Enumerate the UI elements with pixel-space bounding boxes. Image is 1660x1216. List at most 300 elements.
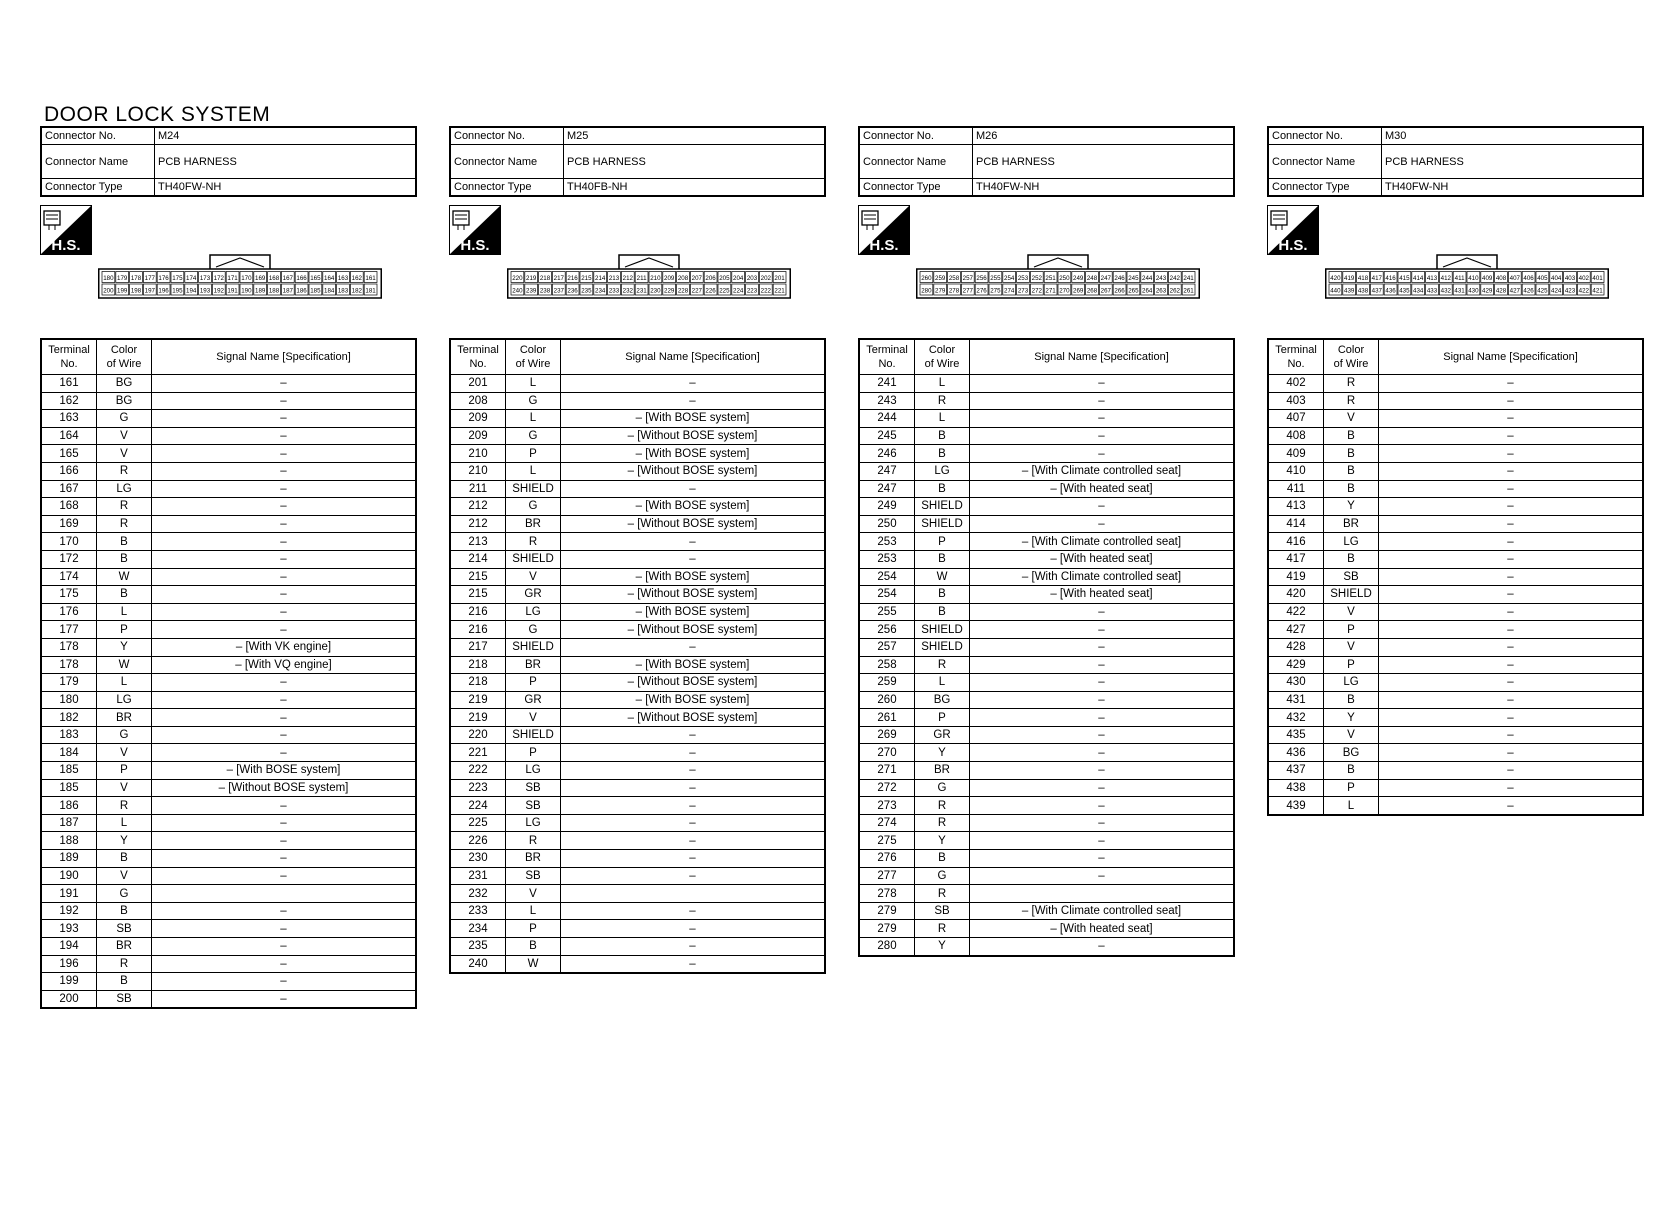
terminal-no: 208 xyxy=(450,392,506,410)
table-row xyxy=(450,462,825,480)
wire-color: R xyxy=(915,814,970,832)
wire-color: L xyxy=(97,674,152,692)
signal-name: – xyxy=(970,867,1235,885)
signal-name: – xyxy=(152,920,417,938)
terminal-no: 180 xyxy=(41,691,97,709)
table-row xyxy=(859,938,1234,956)
terminal-no: 257 xyxy=(859,638,915,656)
terminal-no: 186 xyxy=(41,797,97,815)
terminal-no: 230 xyxy=(450,850,506,868)
terminal-no: 177 xyxy=(41,621,97,639)
terminal-no: 187 xyxy=(41,814,97,832)
table-row xyxy=(450,656,825,674)
pin-number: 429 xyxy=(1482,287,1493,295)
table-row xyxy=(450,955,825,973)
signal-name: – xyxy=(152,691,417,709)
col-terminal-header: Terminal No. xyxy=(859,339,915,375)
wire-color: SB xyxy=(97,990,152,1008)
pin-number: 164 xyxy=(324,274,335,282)
terminal-no: 219 xyxy=(450,691,506,709)
wire-color: R xyxy=(1324,375,1379,393)
signal-name: – xyxy=(152,955,417,973)
signal-name: – xyxy=(152,674,417,692)
table-row xyxy=(450,797,825,815)
connector-type-value: TH40FB-NH xyxy=(564,179,826,197)
hs-label: H.S. xyxy=(460,237,490,254)
wire-color: R xyxy=(915,797,970,815)
pin-number: 433 xyxy=(1426,287,1438,295)
connector-name-value: PCB HARNESS xyxy=(564,145,826,179)
terminal-no: 225 xyxy=(450,814,506,832)
pin-number: 231 xyxy=(636,287,647,295)
terminal-no: 260 xyxy=(859,691,915,709)
signal-name: – [With BOSE system] xyxy=(561,656,826,674)
table-row xyxy=(41,744,416,762)
terminal-no: 279 xyxy=(859,902,915,920)
wire-color: P xyxy=(97,762,152,780)
table-row xyxy=(450,550,825,568)
pin-number: 185 xyxy=(310,287,321,295)
pin-number: 252 xyxy=(1031,274,1042,282)
wire-color: G xyxy=(506,392,561,410)
signal-name: – [Without BOSE system] xyxy=(152,779,417,797)
pin-number: 250 xyxy=(1059,274,1070,282)
wire-color: GR xyxy=(506,586,561,604)
table-row xyxy=(450,603,825,621)
connector-no-label: Connector No. xyxy=(1268,127,1382,145)
connector-name-value: PCB HARNESS xyxy=(1382,145,1644,179)
terminal-no: 435 xyxy=(1268,726,1324,744)
table-row xyxy=(41,938,416,956)
terminal-no: 194 xyxy=(41,938,97,956)
wire-color: GR xyxy=(915,726,970,744)
wire-color: SHIELD xyxy=(915,638,970,656)
wire-color: B xyxy=(97,850,152,868)
terminal-no: 437 xyxy=(1268,762,1324,780)
table-row xyxy=(859,797,1234,815)
signal-name: – xyxy=(561,902,826,920)
signal-name: – xyxy=(1379,726,1644,744)
pin-number: 276 xyxy=(976,287,987,295)
connector-no-label: Connector No. xyxy=(450,127,564,145)
terminal-no: 254 xyxy=(859,568,915,586)
signal-name: – xyxy=(970,445,1235,463)
connector-block-m25 xyxy=(449,126,826,340)
table-row xyxy=(859,709,1234,727)
table-row xyxy=(41,375,416,393)
pin-number: 225 xyxy=(719,287,730,295)
terminal-no: 172 xyxy=(41,550,97,568)
wire-color: R xyxy=(97,498,152,516)
pin-number: 266 xyxy=(1114,287,1125,295)
signal-name: – [With heated seat] xyxy=(970,480,1235,498)
table-row xyxy=(1268,762,1643,780)
table-row xyxy=(1268,744,1643,762)
table-row xyxy=(450,709,825,727)
signal-name xyxy=(152,885,417,903)
pin-number: 171 xyxy=(227,274,238,282)
wire-color: P xyxy=(915,533,970,551)
pin-number: 275 xyxy=(990,287,1001,295)
signal-name: – [With Climate controlled seat] xyxy=(970,902,1235,920)
table-row xyxy=(41,392,416,410)
wire-color: B xyxy=(97,973,152,991)
wire-color: G xyxy=(506,498,561,516)
pin-number: 431 xyxy=(1454,287,1465,295)
pin-number: 279 xyxy=(935,287,946,295)
terminal-no: 279 xyxy=(859,920,915,938)
pin-number: 224 xyxy=(733,287,744,295)
pin-number: 166 xyxy=(296,274,307,282)
terminal-no: 168 xyxy=(41,498,97,516)
signal-name: – xyxy=(152,480,417,498)
terminal-no: 419 xyxy=(1268,568,1324,586)
terminal-no: 414 xyxy=(1268,515,1324,533)
pin-number: 165 xyxy=(310,274,321,282)
terminal-no: 436 xyxy=(1268,744,1324,762)
pin-number: 274 xyxy=(1004,287,1015,295)
connector-no-value: M25 xyxy=(564,127,826,145)
table-row xyxy=(859,867,1234,885)
terminal-no: 212 xyxy=(450,498,506,516)
pin-number: 237 xyxy=(553,287,564,295)
wire-color: G xyxy=(915,867,970,885)
wire-color: LG xyxy=(1324,674,1379,692)
terminal-no: 175 xyxy=(41,586,97,604)
pin-number: 414 xyxy=(1413,274,1424,282)
wire-color: W xyxy=(97,656,152,674)
signal-name: – [With heated seat] xyxy=(970,920,1235,938)
signal-name: – [With BOSE system] xyxy=(561,498,826,516)
wire-color: SB xyxy=(1324,568,1379,586)
terminal-no: 196 xyxy=(41,955,97,973)
signal-name: – [With Climate controlled seat] xyxy=(970,533,1235,551)
signal-name: – xyxy=(1379,480,1644,498)
pin-number: 238 xyxy=(539,287,551,295)
col-color-header: Color of Wire xyxy=(506,339,561,375)
table-row xyxy=(41,621,416,639)
pin-number: 203 xyxy=(746,274,758,282)
hs-connector-icon xyxy=(449,205,501,255)
signal-name: – xyxy=(1379,603,1644,621)
pin-number: 248 xyxy=(1086,274,1098,282)
wire-color: P xyxy=(915,709,970,727)
table-row xyxy=(41,691,416,709)
terminal-no: 209 xyxy=(450,427,506,445)
table-row xyxy=(1268,656,1643,674)
pin-number: 216 xyxy=(567,274,578,282)
signal-name: – xyxy=(561,480,826,498)
table-row xyxy=(41,533,416,551)
connector-face xyxy=(1325,253,1609,299)
pin-number: 188 xyxy=(268,287,280,295)
table-header-row xyxy=(450,339,825,375)
wire-color: G xyxy=(97,885,152,903)
pin-number: 404 xyxy=(1551,274,1562,282)
pin-number: 215 xyxy=(581,274,592,282)
signal-name: – xyxy=(970,674,1235,692)
terminal-no: 245 xyxy=(859,427,915,445)
signal-name: – xyxy=(561,938,826,956)
terminal-no: 241 xyxy=(859,375,915,393)
signal-name: – xyxy=(970,762,1235,780)
terminal-no: 410 xyxy=(1268,462,1324,480)
wire-color: BR xyxy=(506,515,561,533)
pin-number: 416 xyxy=(1385,274,1396,282)
pin-number: 223 xyxy=(746,287,758,295)
terminal-no: 210 xyxy=(450,445,506,463)
table-row xyxy=(41,656,416,674)
pin-number: 426 xyxy=(1523,287,1534,295)
wire-color: BG xyxy=(97,375,152,393)
pin-number: 401 xyxy=(1592,274,1603,282)
table-row xyxy=(1268,674,1643,692)
pin-number: 407 xyxy=(1509,274,1520,282)
pin-number: 247 xyxy=(1100,274,1111,282)
pin-number: 265 xyxy=(1128,287,1139,295)
wire-color: B xyxy=(915,480,970,498)
wire-color: B xyxy=(97,902,152,920)
signal-name: – xyxy=(152,515,417,533)
pin-number: 176 xyxy=(158,274,169,282)
signal-name: – xyxy=(152,797,417,815)
signal-name: – xyxy=(561,814,826,832)
table-row xyxy=(859,814,1234,832)
wire-color: P xyxy=(1324,779,1379,797)
pin-number: 226 xyxy=(705,287,716,295)
table-row xyxy=(1268,462,1643,480)
table-row xyxy=(41,920,416,938)
terminal-no: 431 xyxy=(1268,691,1324,709)
connector-type-value: TH40FW-NH xyxy=(973,179,1235,197)
signal-name: – xyxy=(1379,621,1644,639)
pin-number: 236 xyxy=(567,287,578,295)
pin-number: 199 xyxy=(117,287,128,295)
signal-name: – xyxy=(152,498,417,516)
pin-number: 412 xyxy=(1440,274,1451,282)
table-row xyxy=(450,427,825,445)
pin-number: 174 xyxy=(186,274,197,282)
terminal-no: 190 xyxy=(41,867,97,885)
signal-name xyxy=(561,885,826,903)
wire-color: BR xyxy=(1324,515,1379,533)
pin-number: 229 xyxy=(664,287,675,295)
terminal-no: 191 xyxy=(41,885,97,903)
wire-color: R xyxy=(915,656,970,674)
signal-name: – xyxy=(1379,568,1644,586)
signal-name: – xyxy=(561,955,826,973)
table-row xyxy=(450,902,825,920)
pin-number: 232 xyxy=(622,287,633,295)
pin-number: 418 xyxy=(1357,274,1369,282)
wire-color: B xyxy=(1324,462,1379,480)
signal-name: – [With BOSE system] xyxy=(561,410,826,428)
col-color-header: Color of Wire xyxy=(1324,339,1379,375)
terminal-no: 183 xyxy=(41,726,97,744)
col-signal-header: Signal Name [Specification] xyxy=(561,339,826,375)
terminal-no: 184 xyxy=(41,744,97,762)
pin-number: 207 xyxy=(691,274,702,282)
table-row xyxy=(450,779,825,797)
wire-color: P xyxy=(506,920,561,938)
wire-color: B xyxy=(915,586,970,604)
wire-color: B xyxy=(915,850,970,868)
terminal-no: 413 xyxy=(1268,498,1324,516)
terminal-no: 210 xyxy=(450,462,506,480)
pin-number: 246 xyxy=(1114,274,1125,282)
signal-name: – xyxy=(1379,410,1644,428)
terminal-no: 218 xyxy=(450,656,506,674)
wire-color: SHIELD xyxy=(1324,586,1379,604)
pin-number: 277 xyxy=(962,287,973,295)
table-row xyxy=(450,691,825,709)
table-row xyxy=(1268,568,1643,586)
terminal-no: 273 xyxy=(859,797,915,815)
wire-color: P xyxy=(506,744,561,762)
terminal-no: 212 xyxy=(450,515,506,533)
table-row xyxy=(1268,533,1643,551)
table-row xyxy=(450,568,825,586)
wire-color: L xyxy=(1324,797,1379,815)
table-row xyxy=(41,410,416,428)
terminal-no: 164 xyxy=(41,427,97,445)
signal-name: – xyxy=(561,762,826,780)
signal-name: – xyxy=(970,832,1235,850)
wire-color: P xyxy=(1324,621,1379,639)
wire-color: BR xyxy=(97,938,152,956)
connector-type-label: Connector Type xyxy=(41,179,155,197)
table-header-row xyxy=(41,339,416,375)
signal-name: – xyxy=(1379,533,1644,551)
signal-name: – xyxy=(1379,691,1644,709)
signal-name: – xyxy=(152,814,417,832)
wire-color: SHIELD xyxy=(506,726,561,744)
wire-color: Y xyxy=(1324,709,1379,727)
signal-name: – xyxy=(970,410,1235,428)
pin-number: 245 xyxy=(1128,274,1139,282)
wire-color: B xyxy=(1324,762,1379,780)
wire-color: V xyxy=(1324,410,1379,428)
pin-number: 179 xyxy=(117,274,128,282)
table-row xyxy=(41,480,416,498)
wire-color: Y xyxy=(1324,498,1379,516)
connector-block-m24 xyxy=(40,126,417,340)
connector-type-value: TH40FW-NH xyxy=(155,179,417,197)
pin-number: 177 xyxy=(144,274,155,282)
wire-color: W xyxy=(97,568,152,586)
wire-color: R xyxy=(97,462,152,480)
table-row xyxy=(1268,410,1643,428)
pin-number: 213 xyxy=(608,274,620,282)
terminal-no: 192 xyxy=(41,902,97,920)
terminal-no: 221 xyxy=(450,744,506,762)
terminal-no: 253 xyxy=(859,533,915,551)
connector-no-label: Connector No. xyxy=(41,127,155,145)
terminal-no: 408 xyxy=(1268,427,1324,445)
table-row xyxy=(1268,726,1643,744)
signal-name: – xyxy=(970,656,1235,674)
wire-color: L xyxy=(915,674,970,692)
table-row xyxy=(859,674,1234,692)
table-row xyxy=(450,885,825,903)
pin-number: 268 xyxy=(1086,287,1098,295)
table-row xyxy=(41,832,416,850)
table-row xyxy=(859,427,1234,445)
wire-color: SHIELD xyxy=(915,515,970,533)
table-row xyxy=(859,392,1234,410)
wire-color: G xyxy=(506,621,561,639)
wire-color: SB xyxy=(915,902,970,920)
terminal-no: 218 xyxy=(450,674,506,692)
signal-name: – xyxy=(561,550,826,568)
pin-number: 406 xyxy=(1523,274,1534,282)
terminal-no: 233 xyxy=(450,902,506,920)
terminal-no: 420 xyxy=(1268,586,1324,604)
table-row xyxy=(859,550,1234,568)
terminal-no: 201 xyxy=(450,375,506,393)
terminal-no: 200 xyxy=(41,990,97,1008)
terminal-no: 277 xyxy=(859,867,915,885)
pin-number: 189 xyxy=(255,287,266,295)
connector-header xyxy=(1267,126,1644,197)
table-row xyxy=(1268,550,1643,568)
table-row xyxy=(859,568,1234,586)
connector-diagram xyxy=(449,197,826,340)
pin-number: 241 xyxy=(1183,274,1194,282)
pin-number: 190 xyxy=(241,287,252,295)
pin-number: 254 xyxy=(1004,274,1015,282)
signal-name: – xyxy=(152,392,417,410)
table-row xyxy=(859,850,1234,868)
wire-color: BG xyxy=(1324,744,1379,762)
terminal-no: 214 xyxy=(450,550,506,568)
table-row xyxy=(859,656,1234,674)
wire-color: B xyxy=(506,938,561,956)
signal-name: – xyxy=(970,638,1235,656)
table-row xyxy=(41,973,416,991)
terminal-no: 407 xyxy=(1268,410,1324,428)
table-row xyxy=(450,445,825,463)
signal-name: – xyxy=(561,392,826,410)
signal-name: – xyxy=(152,709,417,727)
table-row xyxy=(41,603,416,621)
signal-name: – [With BOSE system] xyxy=(152,762,417,780)
connector-header xyxy=(40,126,417,197)
pin-number: 168 xyxy=(268,274,280,282)
table-row xyxy=(859,462,1234,480)
pin-number: 251 xyxy=(1045,274,1056,282)
terminal-no: 199 xyxy=(41,973,97,991)
terminal-no: 178 xyxy=(41,638,97,656)
table-row xyxy=(1268,498,1643,516)
pin-number: 255 xyxy=(990,274,1001,282)
pin-number: 172 xyxy=(213,274,224,282)
terminal-no: 234 xyxy=(450,920,506,938)
page-title: DOOR LOCK SYSTEM xyxy=(44,103,271,126)
table-row xyxy=(859,779,1234,797)
wire-color: Y xyxy=(97,638,152,656)
pin-number: 405 xyxy=(1537,274,1548,282)
signal-name: – xyxy=(1379,550,1644,568)
terminal-no: 163 xyxy=(41,410,97,428)
terminal-no: 439 xyxy=(1268,797,1324,815)
pin-number: 259 xyxy=(935,274,946,282)
signal-name: – xyxy=(561,867,826,885)
terminal-no: 272 xyxy=(859,779,915,797)
connector-no-value: M30 xyxy=(1382,127,1644,145)
pin-number: 201 xyxy=(774,274,785,282)
terminal-no: 271 xyxy=(859,762,915,780)
